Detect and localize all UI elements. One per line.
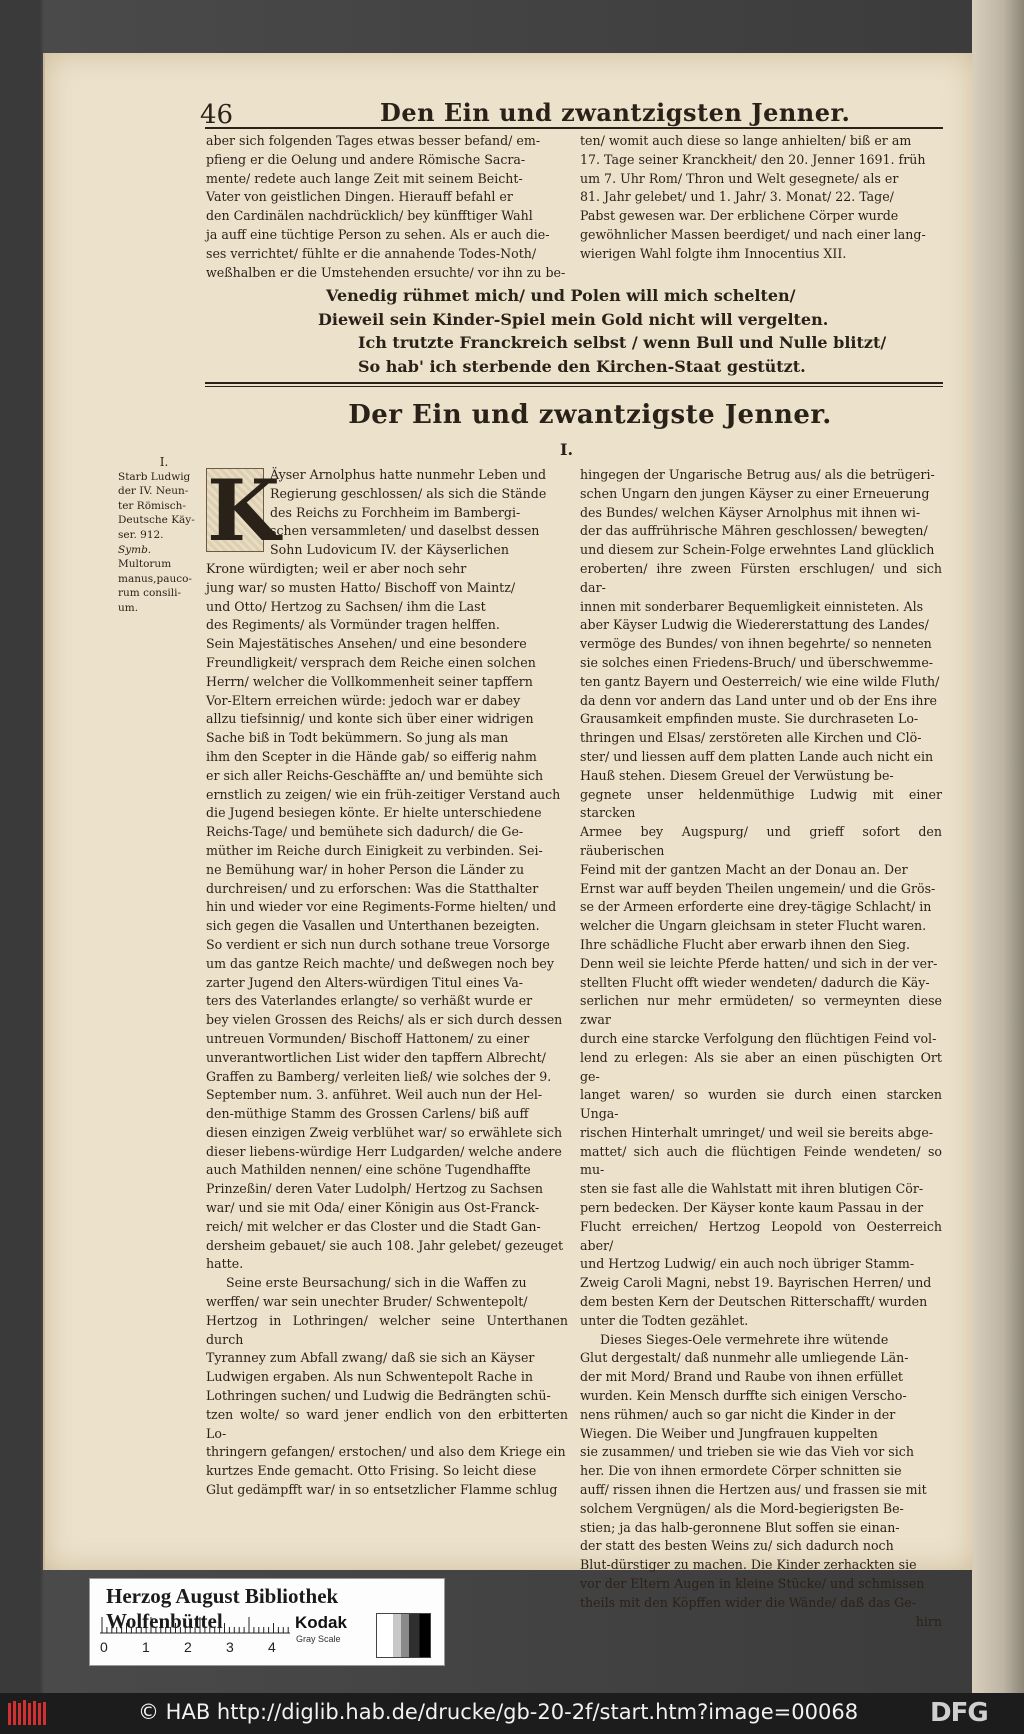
text-line: pern bedecken. Der Käyser konte kaum Passau in der [580, 1200, 924, 1216]
text-line: bey vielen Grossen des Reichs/ als er sich durch dessen [206, 1012, 563, 1028]
text-line: ster/ und liessen auff dem platten Lande auch nicht ein [580, 748, 934, 764]
text-line: rischen Hinterhalt umringet/ und weil sie bereits abge- [580, 1124, 934, 1140]
marginal-note-line: ser. 912. [118, 528, 164, 541]
text-line: Sache biß in Todt bekümmern. So jung als man [206, 730, 509, 746]
text-line: weßhalben er die Umstehenden ersuchte/ vor ihn zu be- [206, 264, 566, 280]
color-calibration-card [89, 1578, 445, 1666]
text-line: stellten Flucht offt wieder wendeten/ dadurch die Käy- [580, 974, 930, 990]
text-line: ja auff eine tüchtige Person zu sehen. Als er auch die- [206, 226, 550, 242]
text-line: durchreisen/ und zu erforschen: Was die Statthalter [206, 880, 539, 896]
text-line: ihm den Scepter in die Hände gab/ so eifferig nahm [206, 748, 537, 764]
header-rule [205, 127, 943, 129]
text-line: um 7. Uhr Rom/ Thron und Welt gesegnete/ als er [580, 170, 899, 186]
text-line: thringen und Elsas/ zerstöreten alle Kirchen und Clö- [580, 730, 922, 746]
text-line: ters des Vaterlandes erlangte/ so verhäßt wurde er [206, 993, 533, 1009]
text-line: Sohn Ludovicum IV. der Käyserlichen [270, 542, 509, 558]
verse-line: Dieweil sein Kinder-Spiel mein Gold nicht will vergelten. [318, 309, 829, 329]
text-line: vor der Eltern Augen in kleine Stücke/ und schmissen [580, 1576, 925, 1592]
text-line: Ihre schädliche Flucht aber erwarb ihnen den Sieg. [580, 936, 911, 952]
text-line: auff/ rissen ihnen die Hertzen aus/ und frassen sie mit [580, 1482, 927, 1498]
marginal-note-line: ter Römisch- [118, 499, 186, 512]
text-line: die Jugend besiegen könte. Er hielte unterschiedene [206, 805, 542, 821]
text-line: serlichen nur mehr ermüdeten/ so vermeynten diese zwar [580, 993, 942, 1028]
text-line: den Cardinälen nachdrücklich/ bey künfftiger Wahl [206, 208, 533, 224]
text-line: Armee bey Augspurg/ und grieff sofort den räuberischen [580, 824, 942, 858]
ruler-label: 4 [268, 1639, 276, 1655]
text-line: September num. 3. anführet. Weil auch nun der Hel- [206, 1087, 543, 1103]
text-line: Grausamkeit empfinden muste. Sie durchraseten Lo- [580, 711, 919, 727]
text-line: 17. Tage seiner Kranckheit/ den 20. Jenner 1691. früh [580, 151, 926, 167]
body-left-text [206, 461, 568, 1500]
text-line: gegnete unser heldenmüthige Ludwig mit einer starcken [580, 786, 942, 821]
text-line: kurtzes Ende gemacht. Otto Frising. So leicht diese [206, 1463, 537, 1479]
text-line: schen Ungarn den jungen Käyser zu einer Erneuerung [580, 485, 930, 501]
text-line: Zweig Caroli Magni, nebst 19. Bayrischen Herren/ und [580, 1275, 932, 1291]
marginal-note-number: I. [159, 455, 169, 469]
text-line: Ernst war auff beyden Theilen ungemein/ und die Grös- [580, 880, 936, 896]
verse-line: So hab' ich sterbende den Kirchen-Staat gestützt. [358, 356, 806, 376]
text-line: jung war/ so musten Hatto/ Bischoff von Maintz/ [206, 579, 516, 595]
text-line: schen versammleten/ und daselbst dessen [270, 523, 540, 539]
text-line: Wiegen. Die Weiber und Jungfrauen kuppelten [580, 1425, 878, 1441]
source-url-link[interactable]: © HAB http://diglib.hab.de/drucke/gb-20-2f/start.htm?image=00068 [138, 1700, 859, 1724]
ruler-scale [100, 1615, 290, 1635]
running-title: Den Ein und zwantzigsten Jenner. [380, 98, 851, 127]
body-right-column [580, 466, 942, 1631]
marginal-note-text [118, 470, 210, 543]
text-line: gewöhnlicher Massen beerdiget/ und nach einer lang- [580, 226, 926, 242]
text-line: eroberten/ ihre zween Fürsten erschlugen/ und sich dar- [580, 560, 942, 595]
text-line: Pabst gewesen war. Der erblichene Cörper wurde [580, 208, 899, 224]
text-line: Prinzeßin/ deren Vater Ludolph/ Hertzog zu Sachsen [206, 1181, 544, 1197]
text-line: mattet/ sich auch die flüchtigen Feinde wendeten/ so mu- [580, 1143, 942, 1178]
marginal-note-line: der IV. Neun- [118, 485, 189, 498]
section-rule-top [205, 382, 943, 384]
text-line: auch Mathilden nennen/ eine schöne Tugendhaffte [206, 1162, 531, 1178]
verse-line: Venedig rühmet mich/ und Polen will mich schelten/ [326, 286, 796, 305]
text-line: lend zu erlegen: Als sie aber an einen püschigten Ort ge- [580, 1049, 942, 1084]
verse-line: Ich trutzte Franckreich selbst / wenn Bull und Nulle blitzt/ [358, 333, 887, 352]
marginal-note-line: Deutsche Käy- [118, 514, 195, 527]
text-line: Tyranney zum Abfall zwang/ daß sie sich an Käyser [206, 1350, 535, 1366]
text-line: er sich aller Reichs-Geschäffte an/ und bemühte sich [206, 767, 544, 783]
text-line: Dieses Sieges-Oele vermehrete ihre wütende [600, 1331, 889, 1347]
text-line: und diesem zur Schein-Folge erwehntes Land glücklich [580, 542, 935, 558]
text-line: sie zusammen/ und trieben sie wie das Vieh vor sich [580, 1444, 914, 1460]
text-line: Hertzog in Lothringen/ welcher seine Unterthanen durch [206, 1312, 568, 1347]
hab-logo-icon [6, 1697, 50, 1729]
gray-scale-label: Gray Scale [296, 1634, 341, 1644]
text-line: ses verrichtet/ fühlte er die annahende Todes-Noth/ [206, 245, 537, 261]
text-line: aber Käyser Ludwig die Wiedererstattung des Landes/ [580, 617, 929, 633]
text-line: Lothringen suchen/ und Ludwig die Bedrängten schü- [206, 1388, 551, 1404]
dropcap-initial: K [207, 461, 281, 560]
text-line: Denn weil sie leichte Pferde hatten/ und sich in der ver- [580, 955, 938, 971]
text-line: des Bundes/ welchen Käyser Arnolphus mit ihnen wi- [580, 504, 921, 520]
section-numeral: I. [560, 440, 574, 459]
text-line: ernstlich zu zeigen/ wie ein früh-zeitiger Verstand auch [206, 786, 561, 802]
text-line: Blut-dürstiger zu machen. Die Kinder zerhackten sie [580, 1557, 917, 1573]
text-line: wierigen Wahl folgte ihm Innocentius XII. [580, 245, 847, 261]
text-line: der mit Mord/ Brand und Raube von ihnen erfüllet [580, 1369, 903, 1385]
text-line: se der Armeen erforderte eine drey-tägige Schlacht/ in [580, 899, 932, 915]
text-line: Ludwigen ergaben. Als nun Schwentepolt Rache in [206, 1369, 533, 1385]
text-line: innen mit sonderbarer Bequemligkeit einnisteten. Als [580, 598, 924, 614]
marginal-note-line: Starb Ludwig [118, 470, 191, 483]
chapter-heading: Der Ein und zwantzigste Jenner. [348, 400, 832, 430]
text-line: mente/ redete auch lange Zeit mit seinem Beicht- [206, 170, 523, 186]
text-line: stien; ja das halb-geronnene Blut soffen sie einan- [580, 1519, 900, 1535]
text-line: sie solches einen Friedens-Bruch/ und überschwemme- [580, 654, 934, 670]
text-line: wurden. Kein Mensch durffte sich einigen Verscho- [580, 1388, 907, 1404]
text-line: und Otto/ Hertzog zu Sachsen/ ihm die Last [206, 598, 486, 614]
gray-scale-swatch [376, 1613, 431, 1658]
text-line: pfieng er die Oelung und andere Römische Sacra- [206, 151, 526, 167]
text-line: um das gantze Reich machte/ und deßwegen noch bey [206, 955, 554, 971]
top-right-column [580, 132, 945, 264]
text-line: hingegen der Ungarische Betrug aus/ als die betrügeri- [580, 467, 935, 482]
marginal-note-motto [118, 557, 210, 615]
text-line: untreuen Vormunden/ Bischoff Hattonem/ zu einer [206, 1030, 530, 1046]
text-line: sich gegen die Vasallen und Unterthanen bezeigten. [206, 918, 540, 934]
text-line: ten gantz Bayern und Oesterreich/ wie eine wilde Fluth/ [580, 673, 940, 689]
text-line: Äyser Arnolphus hatte nunmehr Leben und [270, 467, 547, 482]
text-line: dersheim gebauet/ sie auch 108. Jahr gelebet/ gezeuget [206, 1237, 564, 1253]
text-line: thringern gefangen/ erstochen/ und also dem Kriege ein [206, 1444, 566, 1460]
text-line: Vor-Eltern erreichen würde: jedoch war er dabey [206, 692, 521, 708]
text-line: Hauß stehen. Diesem Greuel der Verwüstung be- [580, 767, 894, 783]
ruler-label: 0 [100, 1639, 108, 1655]
text-line: nens rühmen/ auch so gar nicht die Kinder in der [580, 1406, 896, 1422]
kodak-logo: Kodak [295, 1613, 347, 1632]
text-line: und Hertzog Ludwig/ ein auch noch übriger Stamm- [580, 1256, 915, 1272]
text-line: solchem Vergnügen/ als die Mord-begierigsten Be- [580, 1500, 904, 1516]
text-line: hirn [915, 1613, 942, 1629]
text-line: durch eine starcke Verfolgung den flüchtigen Feind vol- [580, 1030, 937, 1046]
marginal-note-motto-line: rum consili- [118, 587, 182, 600]
facing-page-edge [972, 0, 1024, 1693]
text-line: aber sich folgenden Tages etwas besser befand/ em- [206, 133, 541, 148]
text-line: unter die Todten gezählet. [580, 1312, 749, 1328]
text-line: langet waren/ so wurden sie durch einen starcken Unga- [580, 1087, 942, 1122]
text-line: hatte. [206, 1256, 244, 1272]
text-line: Glut dergestalt/ daß nunmehr alle umliegende Län- [580, 1350, 909, 1366]
text-line: der das auffrührische Mähren geschlossen/ bewegten/ [580, 523, 928, 539]
text-line: So verdient er sich nun durch sothane treue Vorsorge [206, 936, 550, 952]
text-line: Reichs-Tage/ und bemühete sich dadurch/ die Ge- [206, 824, 524, 840]
text-line: Freundligkeit/ versprach dem Reiche einen solchen [206, 654, 536, 670]
text-line: dem besten Kern der Deutschen Ritterschafft/ wurden [580, 1294, 928, 1310]
text-line: allzu tiefsinnig/ und konte sich über einer widrigen [206, 711, 534, 727]
text-line: reich/ mit welcher er das Closter und die Stadt Gan- [206, 1218, 541, 1234]
text-line: diesen einzigen Zweig verblühet war/ so erwählete sich [206, 1124, 563, 1140]
text-line: ten/ womit auch diese so lange anhielten/ biß er am [580, 133, 912, 148]
marginal-note-motto-line: um. [118, 601, 139, 614]
text-line: zarter Jugend den Alters-würdigen Titul eines Va- [206, 974, 524, 990]
text-line: her. Die von ihnen ermordete Cörper schnitten sie [580, 1463, 902, 1479]
section-rule-bottom [205, 386, 943, 387]
text-line: müther im Reiche durch Einigkeit zu verbinden. Sei- [206, 842, 543, 858]
text-line: der statt des besten Weins zu/ sich dadurch noch [580, 1538, 894, 1554]
text-line: ne Bemühung war/ in hoher Person die Länder zu [206, 861, 525, 877]
text-line: des Regiments/ als Vormünder tragen helffen. [206, 617, 500, 633]
text-line: Seine erste Beursachung/ sich in die Waffen zu [226, 1275, 527, 1291]
ruler-label: 2 [184, 1639, 192, 1655]
text-line: tzen wolte/ so ward jener endlich von den erbitterten Lo- [206, 1406, 568, 1441]
text-line: theils mit den Köpffen wider die Wände/ daß das Ge- [580, 1594, 916, 1610]
library-name: Herzog August Bibliothek Wolfenbüttel [106, 1584, 339, 1633]
text-line: sten sie fast alle die Wahlstatt mit ihren blutigen Cör- [580, 1181, 924, 1197]
body-left-column [206, 461, 568, 1500]
marginal-note-symb: Symb. [118, 543, 152, 556]
text-line: Regierung geschlossen/ als sich die Stände [270, 485, 547, 501]
text-line: Krone würdigten; weil er aber noch sehr [206, 560, 467, 576]
text-line: unverantwortlichen List wider den tapffern Albrecht/ [206, 1049, 546, 1065]
ruler-label: 1 [142, 1639, 150, 1655]
text-line: war/ und sie mit Oda/ einer Königin aus Ost-Franck- [206, 1200, 540, 1216]
text-line: da denn vor andern das Land unter und ob der Ens ihre [580, 692, 937, 708]
text-line: werffen/ war sein unechter Bruder/ Schwentepolt/ [206, 1294, 528, 1310]
text-line: Herrn/ welcher die Vollkommenheit seiner tapffern [206, 673, 533, 689]
marginal-note-motto-line: manus,pauco- [118, 572, 192, 585]
marginal-note [118, 455, 210, 616]
text-line: Flucht erreichen/ Hertzog Leopold von Oesterreich aber/ [580, 1218, 942, 1253]
text-line: Glut gedämpfft war/ in so entsetzlicher Flamme schlug [206, 1482, 558, 1498]
text-line: Sein Majestätisches Ansehen/ und eine besondere [206, 636, 527, 652]
dfg-logo: DFG [930, 1698, 988, 1728]
text-line: dieser liebens-würdige Herr Ludgarden/ welche andere [206, 1143, 562, 1159]
text-line: Graffen zu Bamberg/ verleiten ließ/ wie solches der 9. [206, 1068, 552, 1084]
page-number: 46 [200, 100, 234, 130]
text-line: den-müthige Stamm des Grossen Carlens/ biß auff [206, 1106, 529, 1122]
text-line: hin und wieder vor eine Regiments-Forme hielten/ und [206, 899, 557, 915]
epitaph-verse [318, 284, 887, 378]
text-line: vermöge des Bundes/ von ihnen begehrte/ so nenneten [580, 636, 932, 652]
ruler-label: 3 [226, 1639, 234, 1655]
text-line: des Reichs zu Forchheim im Bambergi- [270, 504, 521, 520]
text-line: Vater von geistlichen Dingen. Hierauff befahl er [206, 189, 513, 205]
text-line: welcher die Ungarn gleichsam in steter Flucht waren. [580, 918, 927, 934]
text-line: Feind mit der gantzen Macht an der Donau an. Der [580, 861, 908, 877]
marginal-note-motto-line: Multorum [118, 558, 172, 571]
ruler-labels [100, 1639, 290, 1659]
text-line: 81. Jahr gelebet/ und 1. Jahr/ 3. Monat/ 22. Tage/ [580, 189, 894, 205]
top-left-column [206, 132, 571, 282]
